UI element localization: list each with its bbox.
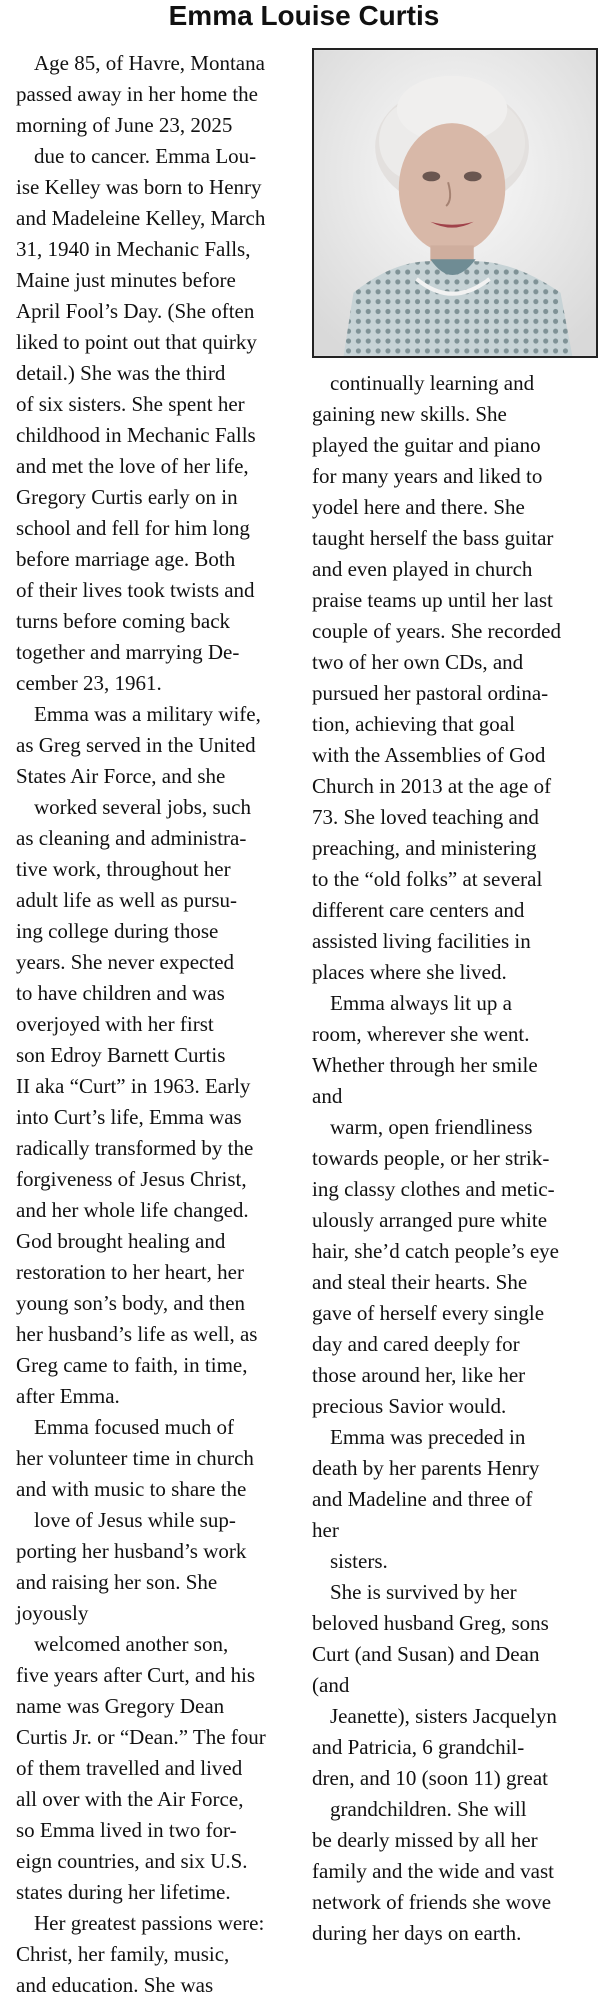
text-line: 73. She loved teaching and (312, 805, 539, 829)
text-line: Age 85, of Havre, Montana (34, 51, 265, 75)
left-column (16, 48, 302, 2001)
text-line: and education. She was (16, 1973, 214, 1997)
text-line: of six sisters. She spent her (16, 392, 245, 416)
text-line: Gregory Curtis early on in (16, 485, 238, 509)
text-line: years. She never expected (16, 950, 235, 974)
text-line: young son’s body, and then (16, 1291, 246, 1315)
text-line: as cleaning and administra- (16, 826, 247, 850)
text-line: and even played in church (312, 557, 533, 581)
text-line: beloved husband Greg, sons (312, 1611, 549, 1635)
text-line: continually learning and (330, 371, 535, 395)
text-line: Her greatest passions were: (34, 1911, 265, 1935)
text-line: states during her lifetime. (16, 1880, 231, 1904)
text-line: Emma was preceded in (330, 1425, 526, 1449)
text-line: grandchildren. She will (330, 1797, 527, 1821)
text-line: turns before coming back (16, 609, 231, 633)
text-line: precious Savior would. (312, 1394, 507, 1418)
text-line: and raising her son. She (16, 1570, 218, 1594)
text-line: hair, she’d catch people’s eye (312, 1239, 559, 1263)
text-line: and met the love of her life, (16, 454, 249, 478)
text-line: Church in 2013 at the age of (312, 774, 552, 798)
text-line: couple of years. She recorded (312, 619, 561, 643)
text-line: Curtis Jr. or “Dean.” The four (16, 1725, 266, 1749)
text-line: preaching, and ministering (312, 836, 537, 860)
text-line: morning of June 23, 2025 (16, 113, 233, 137)
text-line: after Emma. (16, 1384, 120, 1408)
text-line: school and fell for him long (16, 516, 250, 540)
text-line: during her days on earth. (312, 1921, 522, 1945)
text-line: eign countries, and six U.S. (16, 1849, 248, 1873)
text-line: network of friends she wove (312, 1890, 552, 1914)
right-column (312, 48, 598, 1949)
text-line: adult life as well as pursu- (16, 888, 238, 912)
text-line: II aka “Curt” in 1963. Early (16, 1074, 251, 1098)
text-line: for many years and liked to (312, 464, 543, 488)
text-line: Maine just minutes before (16, 268, 236, 292)
text-line: yodel here and there. She (312, 495, 525, 519)
text-line: (and (312, 1673, 350, 1697)
left-column-text (16, 48, 302, 2001)
portrait-photo (312, 48, 598, 358)
text-line: pursued her pastoral ordina- (312, 681, 549, 705)
text-line: death by her parents Henry (312, 1456, 540, 1480)
text-line: praise teams up until her last (312, 588, 553, 612)
text-line: day and cared deeply for (312, 1332, 520, 1356)
text-line: liked to point out that quirky (16, 330, 257, 354)
text-line: 31, 1940 in Mechanic Falls, (16, 237, 251, 261)
text-line: those around her, like her (312, 1363, 526, 1387)
text-line: joyously (16, 1601, 89, 1625)
text-line: family and the wide and vast (312, 1859, 555, 1883)
text-line: as Greg served in the United (16, 733, 256, 757)
text-line: passed away in her home the (16, 82, 259, 106)
text-line: to have children and was (16, 981, 225, 1005)
text-line: detail.) She was the third (16, 361, 226, 385)
text-line: States Air Force, and she (16, 764, 226, 788)
text-line: tion, achieving that goal (312, 712, 515, 736)
text-line: ing classy clothes and metic- (312, 1177, 555, 1201)
text-line: places where she lived. (312, 960, 507, 984)
text-line: Curt (and Susan) and Dean (312, 1642, 540, 1666)
text-line: forgiveness of Jesus Christ, (16, 1167, 247, 1191)
text-line: and her whole life changed. (16, 1198, 249, 1222)
text-line: sisters. (330, 1549, 388, 1573)
text-line: warm, open friendliness (330, 1115, 533, 1139)
obituary-title: Emma Louise Curtis (168, 0, 440, 31)
text-line: and Patricia, 6 grandchil- (312, 1735, 525, 1759)
text-line: Emma always lit up a (330, 991, 512, 1015)
text-line: and steal their hearts. She (312, 1270, 528, 1294)
text-line: worked several jobs, such (34, 795, 251, 819)
text-line: Christ, her family, music, (16, 1942, 230, 1966)
portrait-image (314, 50, 596, 356)
text-line: love of Jesus while sup- (34, 1508, 236, 1532)
text-line: She is survived by her (330, 1580, 517, 1604)
text-line: porting her husband’s work (16, 1539, 247, 1563)
text-line: so Emma lived in two for- (16, 1818, 237, 1842)
text-line: assisted living facilities in (312, 929, 531, 953)
text-line: son Edroy Barnett Curtis (16, 1043, 226, 1067)
text-line: together and marrying De- (16, 640, 240, 664)
text-line: of their lives took twists and (16, 578, 255, 602)
text-line: cember 23, 1961. (16, 671, 162, 695)
text-line: different care centers and (312, 898, 525, 922)
text-line: to the “old folks” at several (312, 867, 543, 891)
text-line: before marriage age. Both (16, 547, 236, 571)
text-line: room, wherever she went. (312, 1022, 530, 1046)
text-line: due to cancer. Emma Lou- (34, 144, 257, 168)
text-line: all over with the Air Force, (16, 1787, 244, 1811)
text-line: overjoyed with her first (16, 1012, 214, 1036)
text-line: gave of herself every single (312, 1301, 545, 1325)
text-line: ing college during those (16, 919, 219, 943)
text-line: towards people, or her strik- (312, 1146, 550, 1170)
right-column-text (312, 368, 598, 1949)
text-line: taught herself the bass guitar (312, 526, 554, 550)
text-line: Whether through her smile (312, 1053, 538, 1077)
text-line: Jeanette), sisters Jacquelyn (330, 1704, 557, 1728)
text-line: radically transformed by the (16, 1136, 254, 1160)
text-line: gaining new skills. She (312, 402, 507, 426)
text-line: welcomed another son, (34, 1632, 229, 1656)
text-line: her volunteer time in church (16, 1446, 254, 1470)
text-line: her husband’s life as well, as (16, 1322, 258, 1346)
text-line: ise Kelley was born to Henry (16, 175, 262, 199)
text-line: of them travelled and lived (16, 1756, 243, 1780)
text-line: and with music to share the (16, 1477, 247, 1501)
text-line: Emma focused much of (34, 1415, 235, 1439)
text-line: into Curt’s life, Emma was (16, 1105, 242, 1129)
text-line: restoration to her heart, her (16, 1260, 244, 1284)
text-line: her (312, 1518, 339, 1542)
text-line: name was Gregory Dean (16, 1694, 225, 1718)
text-line: ulously arranged pure white (312, 1208, 548, 1232)
text-line: and (312, 1084, 343, 1108)
text-line: two of her own CDs, and (312, 650, 524, 674)
text-line: dren, and 10 (soon 11) great (312, 1766, 548, 1790)
text-line: and Madeleine Kelley, March (16, 206, 266, 230)
text-line: and Madeline and three of (312, 1487, 533, 1511)
text-line: April Fool’s Day. (She often (16, 299, 255, 323)
text-line: played the guitar and piano (312, 433, 541, 457)
text-line: Greg came to faith, in time, (16, 1353, 248, 1377)
text-line: be dearly missed by all her (312, 1828, 538, 1852)
text-line: tive work, throughout her (16, 857, 231, 881)
text-line: with the Assemblies of God (312, 743, 546, 767)
text-line: Emma was a military wife, (34, 702, 261, 726)
text-line: five years after Curt, and his (16, 1663, 256, 1687)
text-line: childhood in Mechanic Falls (16, 423, 256, 447)
text-line: God brought healing and (16, 1229, 226, 1253)
